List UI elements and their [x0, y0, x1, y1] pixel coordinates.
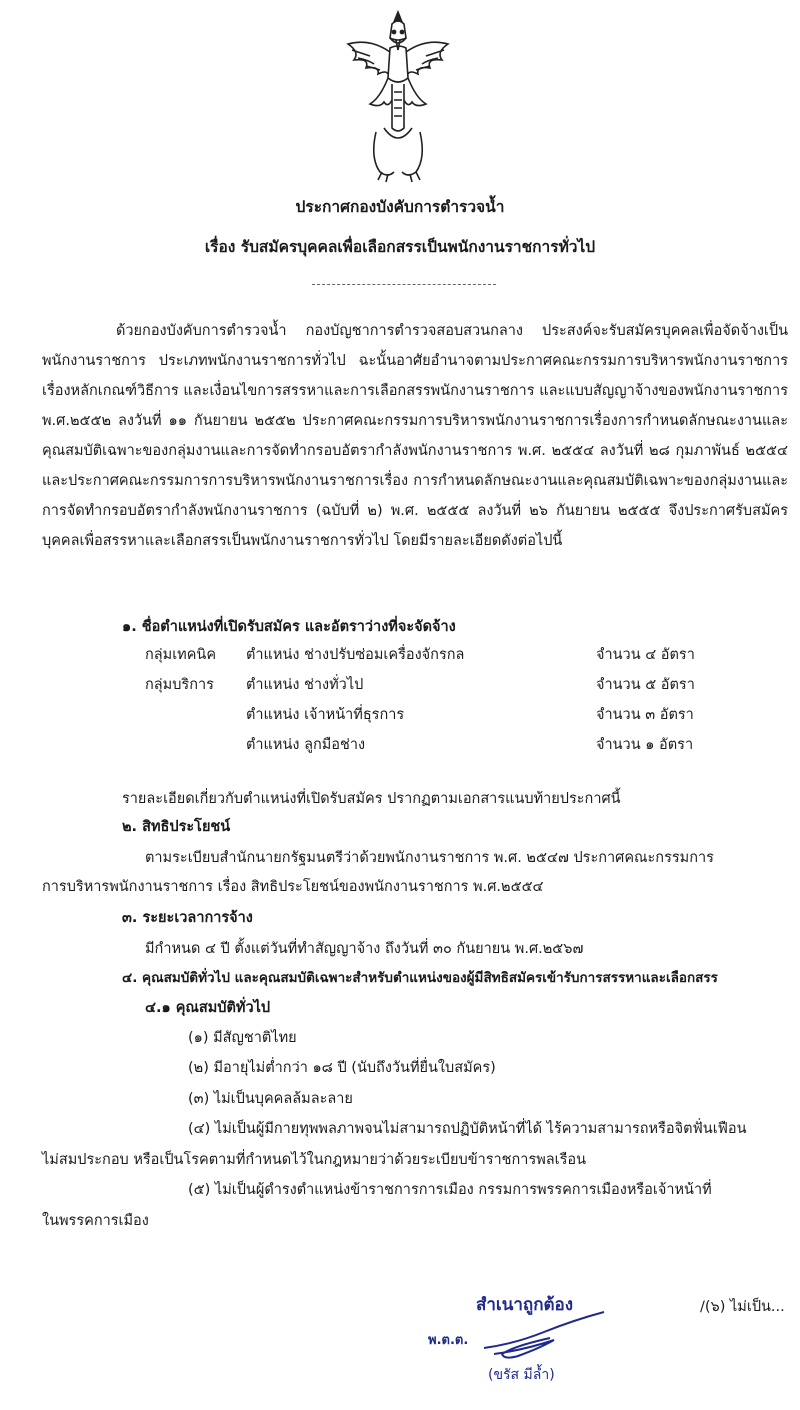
section3-heading: ๓. ระยะเวลาการจ้าง: [122, 910, 253, 926]
section1-note: รายละเอียดเกี่ยวกับตำแหน่งที่เปิดรับสมัคร ปรากฏตามเอกสารแนบท้ายประกาศนี้: [122, 791, 621, 807]
signer-rank: พ.ต.ต.: [428, 1333, 469, 1348]
title-divider: [312, 284, 496, 285]
garuda-emblem-icon: [340, 8, 456, 184]
position-count: จำนวน ๑ อัตรา: [596, 737, 694, 753]
position-name: ตำแหน่ง เจ้าหน้าที่ธุรการ: [246, 707, 405, 723]
continued-marker: /(๖) ไม่เป็น...: [700, 1299, 785, 1315]
position-count: จำนวน ๓ อัตรา: [596, 707, 694, 723]
position-group: กลุ่มบริการ: [145, 677, 214, 693]
signer-name: (ขรัส มีล้ำ): [488, 1367, 555, 1383]
qualification-item: (๒) มีอายุไม่ต่ำกว่า ๑๘ ปี (นับถึงวันที่ยื่นใบสมัคร): [188, 1060, 496, 1076]
position-group: กลุ่มเทคนิค: [145, 647, 217, 663]
section4-subheading: ๔.๑ คุณสมบัติทั่วไป: [145, 1000, 271, 1016]
signature-icon: [454, 1304, 614, 1364]
certified-copy-stamp: สำเนาถูกต้อง: [476, 1295, 574, 1315]
position-count: จำนวน ๕ อัตรา: [596, 677, 695, 693]
announcement-title: ประกาศกองบังคับการตำรวจน้ำ: [295, 198, 505, 216]
qualification-item-cont: ไม่สมประกอบ หรือเป็นโรคตามที่กำหนดไว้ในกฎหมายว่าด้วยระเบียบข้าราชการพลเรือน: [42, 1152, 587, 1168]
qualification-item: (๔) ไม่เป็นผู้มีกายทุพพลภาพจนไม่สามารถปฏิบัติหน้าที่ได้ ไร้ความสามารถหรือจิตฟั่นเฟือน: [188, 1121, 747, 1137]
announcement-subject: เรื่อง รับสมัครบุคคลเพื่อเลือกสรรเป็นพนักงานราชการทั่วไป: [204, 238, 596, 256]
qualification-item: (๓) ไม่เป็นบุคคลล้มละลาย: [188, 1091, 353, 1107]
qualification-item: (๑) มีสัญชาติไทย: [188, 1030, 297, 1046]
position-name: ตำแหน่ง ลูกมือช่าง: [246, 737, 366, 753]
position-count: จำนวน ๔ อัตรา: [596, 647, 695, 663]
position-name: ตำแหน่ง ช่างปรับซ่อมเครื่องจักรกล: [246, 647, 465, 663]
section4-heading: ๔. คุณสมบัติทั่วไป และคุณสมบัติเฉพาะสำหรับตำแหน่งของผู้มีสิทธิสมัครเข้ารับการสรรหาและเลือกสรร: [122, 970, 718, 986]
section2-text: ตามระเบียบสำนักนายกรัฐมนตรีว่าด้วยพนักงานราชการ พ.ศ. ๒๕๔๗ ประกาศคณะกรรมการ: [145, 850, 714, 866]
qualification-item: (๕) ไม่เป็นผู้ดำรงตำแหน่งข้าราชการการเมือง กรรมการพรรคการเมืองหรือเจ้าหน้าที่: [188, 1182, 712, 1198]
section3-text: มีกำหนด ๔ ปี ตั้งแต่วันที่ทำสัญญาจ้าง ถึงวันที่ ๓๐ กันยายน พ.ศ.๒๕๖๗: [145, 941, 584, 957]
position-name: ตำแหน่ง ช่างทั่วไป: [246, 677, 364, 693]
section1-heading: ๑. ชื่อตำแหน่งที่เปิดรับสมัคร และอัตราว่างที่จะจัดจ้าง: [122, 619, 456, 635]
qualification-item-cont: ในพรรคการเมือง: [42, 1213, 149, 1229]
section2-heading: ๒. สิทธิประโยชน์: [122, 819, 231, 835]
intro-paragraph: ด้วยกองบังคับการตำรวจน้ำ กองบัญชาการตำรวจสอบสวนกลาง ประสงค์จะรับสมัครบุคคลเพื่อจัดจ้างเป็นพนักงานราชการ ประเภทพนักงานราชการทั่วไป ฉะนั้นอาศัยอำนาจตามประกาศคณะกรรมการบริหารพนักงานราชการ เรื่องหลักเกณฑ์วิธีการ และเงื่อนไขการสรรหาและการเลือกสรรพนักงานราชการ และแบบสัญญาจ้างของพนักงานราชการ พ.ศ.๒๕๕๒ ลงวันที่ ๑๑ กันยายน ๒๕๕๒ ประกาศคณะกรรมการบริหารพนักงานราชการเรื่องการกำหนดลักษณะงานและคุณสมบัติเฉพาะของกลุ่มงานและการจัดทำกรอบอัตรากำลังพนักงานราชการ พ.ศ. ๒๕๕๔ ลงวันที่ ๒๘ กุมภาพันธ์ ๒๕๕๔ และประกาศคณะกรรมการการบริหารพนักงานราชการเรื่อง การกำหนดลักษณะงานและคุณสมบัติเฉพาะของกลุ่มงานและการจัดทำกรอบอัตรากำลังพนักงานราชการ (ฉบับที่ ๒) พ.ศ. ๒๕๕๕ ลงวันที่ ๒๖ กันยายน ๒๕๕๕ จึงประกาศรับสมัครบุคคลเพื่อสรรหาและเลือกสรรเป็นพนักงานราชการทั่วไป โดยมีรายละเอียดดังต่อไปนี้: [42, 323, 788, 549]
section2-text: การบริหารพนักงานราชการ เรื่อง สิทธิประโยชน์ของพนักงานราชการ พ.ศ.๒๕๕๔: [42, 879, 544, 895]
